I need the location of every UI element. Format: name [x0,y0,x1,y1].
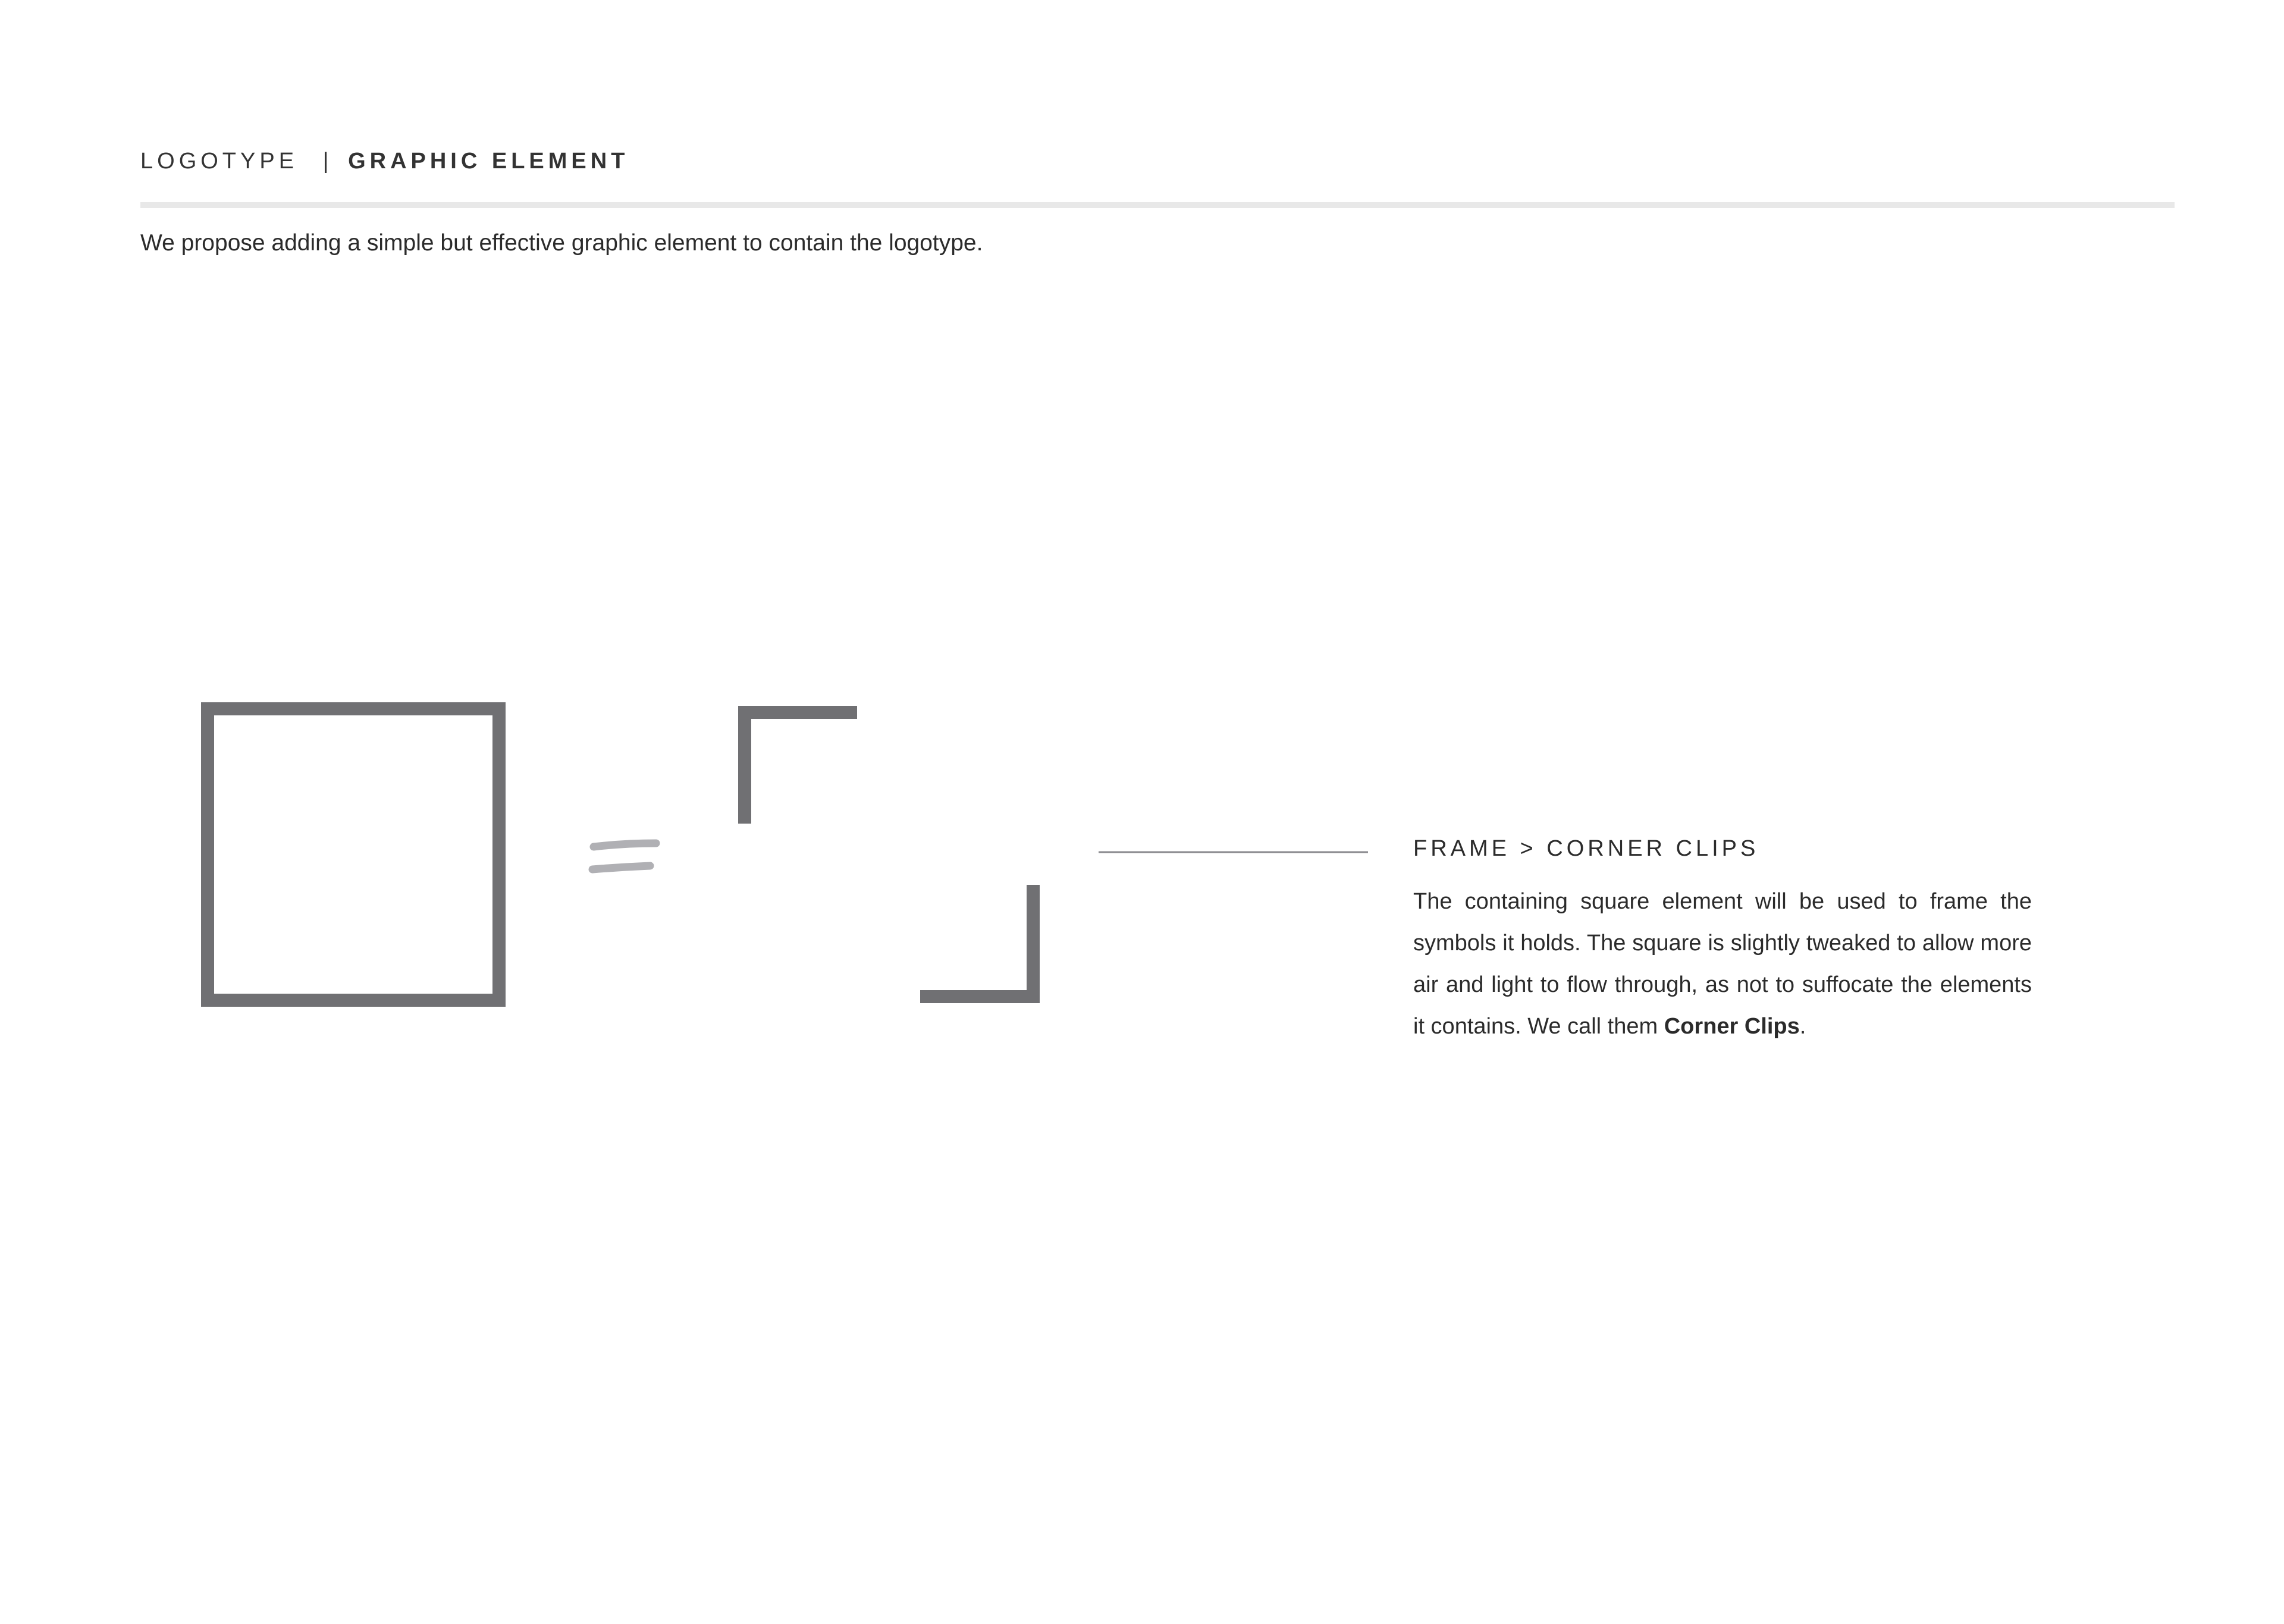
caption-title: FRAME > CORNER CLIPS [1413,836,1759,861]
square-frame [208,709,499,1000]
header-separator: | [322,149,333,174]
equals-sign [592,843,656,869]
section-label: LOGOTYPE [140,149,299,174]
caption-body [1413,881,2032,1047]
caption-body-text: The containing square element will be used to frame the symbols it holds. The square is slightly tweaked to allow more air and light to flow through, as not to suffocate the elements it contains. We call them [1413,889,2032,1039]
intro-text: We propose adding a simple but effective graphic element to contain the logotype. [140,230,983,256]
caption-body-end: . [1799,1014,1806,1039]
corner-clip-top-left [745,712,857,824]
corner-clip-bottom-right [920,885,1033,997]
subsection-label: GRAPHIC ELEMENT [348,149,629,174]
caption-emphasis: Corner Clips [1664,1014,1800,1039]
